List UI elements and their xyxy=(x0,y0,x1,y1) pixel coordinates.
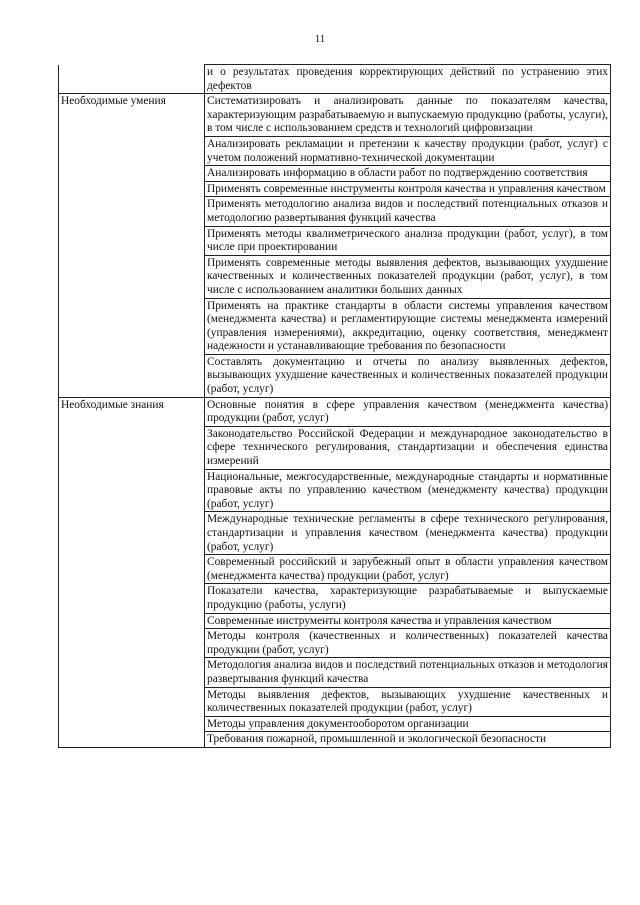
requirements-table xyxy=(58,64,611,748)
table-row xyxy=(59,732,611,748)
table-row xyxy=(59,658,611,687)
table-row xyxy=(59,166,611,182)
requirements-table-body xyxy=(59,65,611,748)
row-label xyxy=(59,732,205,748)
row-text: и о результатах проведения корректирующих действий по устранению этих дефектов xyxy=(205,65,611,94)
row-text: Современные инструменты контроля качества и управления качеством xyxy=(205,613,611,629)
table-row xyxy=(59,469,611,512)
row-text: Международные технические регламенты в сфере технического регулирования, стандартизации и управления качеством (менеджмента качества) продукции (работ, услуг) xyxy=(205,512,611,555)
row-text: Методы управления документооборотом организации xyxy=(205,716,611,732)
row-label xyxy=(59,629,205,658)
table-row xyxy=(59,136,611,165)
row-text: Применять современные инструменты контроля качества и управления качеством xyxy=(205,181,611,197)
row-label xyxy=(59,181,205,197)
table-row xyxy=(59,354,611,397)
row-label xyxy=(59,426,205,469)
row-label xyxy=(59,469,205,512)
row-text: Применять современные методы выявления дефектов, вызывающих ухудшение качественных и количественных показателей продукции (работ, услуг), в том числе с использованием аналитики больших данных xyxy=(205,255,611,298)
row-label xyxy=(59,136,205,165)
row-label xyxy=(59,716,205,732)
row-text: Методы контроля (качественных и количественных) показателей качества продукции (работ, услуг) xyxy=(205,629,611,658)
table-row xyxy=(59,255,611,298)
row-label-knowledge: Необходимые знания xyxy=(59,397,205,426)
row-text: Методы выявления дефектов, вызывающих ухудшение качественных и количественных показателей продукции (работ, услуг) xyxy=(205,687,611,716)
row-text: Современный российский и зарубежный опыт в области управления качеством (менеджмента качества) продукции (работ, услуг) xyxy=(205,555,611,584)
row-text: Применять методы квалиметрического анализа продукции (работ, услуг), в том числе при проектировании xyxy=(205,226,611,255)
row-label xyxy=(59,512,205,555)
row-text: Законодательство Российской Федерации и международное законодательство в сфере технического регулирования, стандартизации и обеспечения единства измерений xyxy=(205,426,611,469)
table-row xyxy=(59,181,611,197)
row-label xyxy=(59,255,205,298)
row-text: Национальные, межгосударственные, международные стандарты и нормативные правовые акты по управлению качеством (менеджменту качества) продукции (работ, услуг) xyxy=(205,469,611,512)
table-row xyxy=(59,397,611,426)
row-text: Методология анализа видов и последствий потенциальных отказов и методология развертывания функций качества xyxy=(205,658,611,687)
row-text: Систематизировать и анализировать данные по показателям качества, характеризующим разрабатываемую и выпускаемую продукцию (работы, услуги), в том числе с использованием средств и технологий цифровизации xyxy=(205,94,611,137)
table-row xyxy=(59,94,611,137)
table-row xyxy=(59,426,611,469)
table-row xyxy=(59,584,611,613)
row-label xyxy=(59,226,205,255)
page-number: 11 xyxy=(314,33,326,45)
row-text: Составлять документацию и отчеты по анализу выявленных дефектов, вызывающих ухудшение качественных и количественных показателей продукции (работ, услуг) xyxy=(205,354,611,397)
row-label xyxy=(59,555,205,584)
row-text: Применять методологию анализа видов и последствий потенциальных отказов и методологию развертывания функций качества xyxy=(205,197,611,226)
row-label xyxy=(59,166,205,182)
row-label xyxy=(59,687,205,716)
row-text: Анализировать рекламации и претензии к качеству продукции (работ, услуг) с учетом положений нормативно-технической документации xyxy=(205,136,611,165)
row-label xyxy=(59,658,205,687)
row-text: Применять на практике стандарты в области системы управления качеством (менеджмента качества) и регламентирующие системы менеджмента измерений (управления измерениями), аккредитацию, оценку соответствия, менеджмент надежности и устанавливающие требования по безопасности xyxy=(205,298,611,354)
table-row xyxy=(59,613,611,629)
table-row xyxy=(59,298,611,354)
row-label-skills: Необходимые умения xyxy=(59,94,205,137)
row-text: Основные понятия в сфере управления качеством (менеджмента качества) продукции (работ, услуг) xyxy=(205,397,611,426)
row-text: Требования пожарной, промышленной и экологической безопасности xyxy=(205,732,611,748)
row-text: Показатели качества, характеризующие разрабатываемые и выпускаемые продукцию (работы, услуги) xyxy=(205,584,611,613)
table-row xyxy=(59,197,611,226)
row-label xyxy=(59,584,205,613)
table-row xyxy=(59,226,611,255)
row-label xyxy=(59,298,205,354)
table-row xyxy=(59,555,611,584)
table-row xyxy=(59,687,611,716)
row-label xyxy=(59,197,205,226)
row-label xyxy=(59,613,205,629)
table-row xyxy=(59,65,611,94)
row-text: Анализировать информацию в области работ по подтверждению соответствия xyxy=(205,166,611,182)
table-row xyxy=(59,629,611,658)
row-label xyxy=(59,65,205,94)
table-row xyxy=(59,512,611,555)
table-row xyxy=(59,716,611,732)
row-label xyxy=(59,354,205,397)
